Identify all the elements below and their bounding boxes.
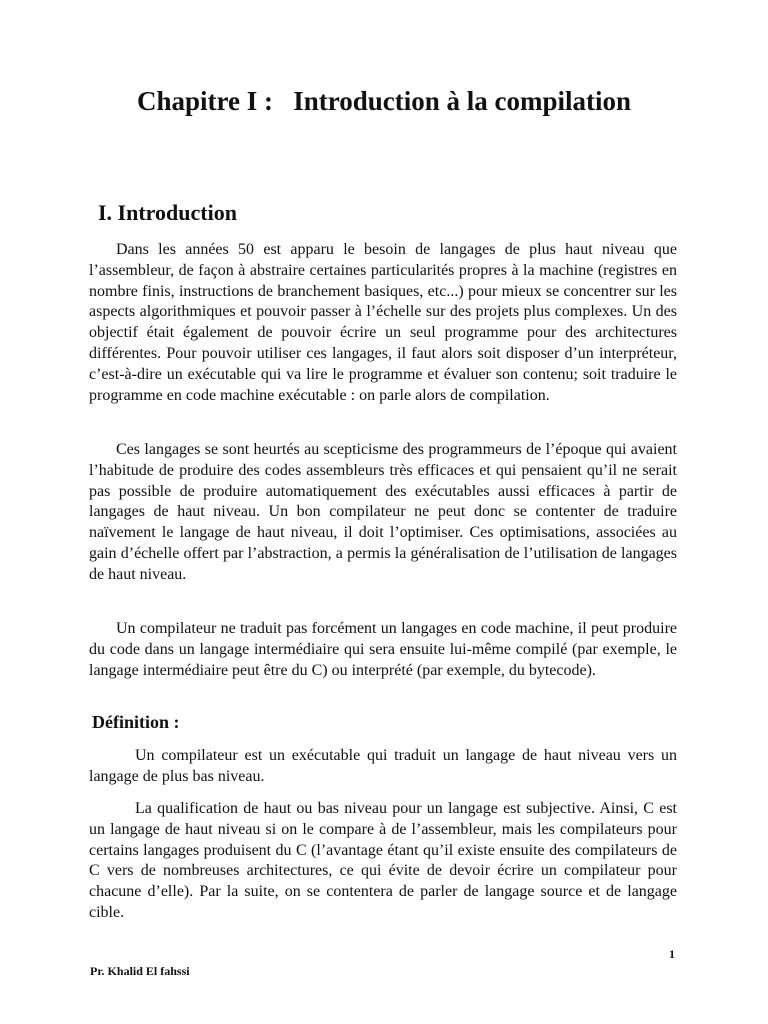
intro-paragraph-1: Dans les années 50 est apparu le besoin de langages de plus haut niveau que l’assembleur, de façon à abstraire certaines particularités propres à la machine (registres en nombre finis, instructions de branchement basiques, etc...) pour mieux se concentrer sur les aspects algorithmiques et pouvoir passer à l’échelle sur des projets plus complexes. Un des objectif était également de pouvoir écrire un seul programme pour des architectures différentes. Pour pouvoir utiliser ces langages, il faut alors soit disposer d’un interpréteur, c’est-à-dire un exécutable qui va lire le programme et évaluer son contenu; soit traduire le programme en code machine exécutable : on parle alors de compilation.: [89, 241, 677, 404]
definition-heading: Définition :: [92, 712, 180, 732]
chapter-title: Chapitre I : Introduction à la compilation: [136, 86, 632, 116]
author-footer: Pr. Khalid El fahssi: [90, 964, 190, 978]
definition-paragraph-1: Un compilateur est un exécutable qui traduit un langage de haut niveau vers un langage de plus bas niveau.: [89, 747, 677, 785]
page-number: 1: [669, 947, 675, 961]
section-title: I. Introduction: [98, 200, 237, 225]
intro-paragraph-3: Un compilateur ne traduit pas forcément un langages en code machine, il peut produire du code dans un langage intermédiaire qui sera ensuite lui-même compilé (par exemple, le langage intermédiaire peut être du C) ou interprété (par exemple, du bytecode).: [89, 620, 677, 679]
intro-paragraph-2: Ces langages se sont heurtés au scepticisme des programmeurs de l’époque qui avaient l’habitude de produire des codes assembleurs très efficaces et qui pensaient qu’il ne serait pas possible de produire automatiquement des exécutables aussi efficaces à partir de langages de haut niveau. Un bon compilateur ne peut donc se contenter de traduire naïvement le langage de haut niveau, il doit l’optimiser. Ces optimisations, associées au gain d’échelle offert par l’abstraction, a permis la généralisation de l’utilisation de langages de haut niveau.: [89, 441, 677, 583]
definition-paragraph-2: La qualification de haut ou bas niveau pour un langage est subjective. Ainsi, C est un langage de haut niveau si on le compare à de l’assembleur, mais les compilateurs pour certains langages produisent du C (l’avantage étant qu’il existe ensuite des compilateurs de C vers de nombreuses architectures, ce qui évite de devoir écrire un compilateur pour chacune d’elle). Par la suite, on se contentera de parler de langage source et de langage cible.: [89, 800, 677, 921]
